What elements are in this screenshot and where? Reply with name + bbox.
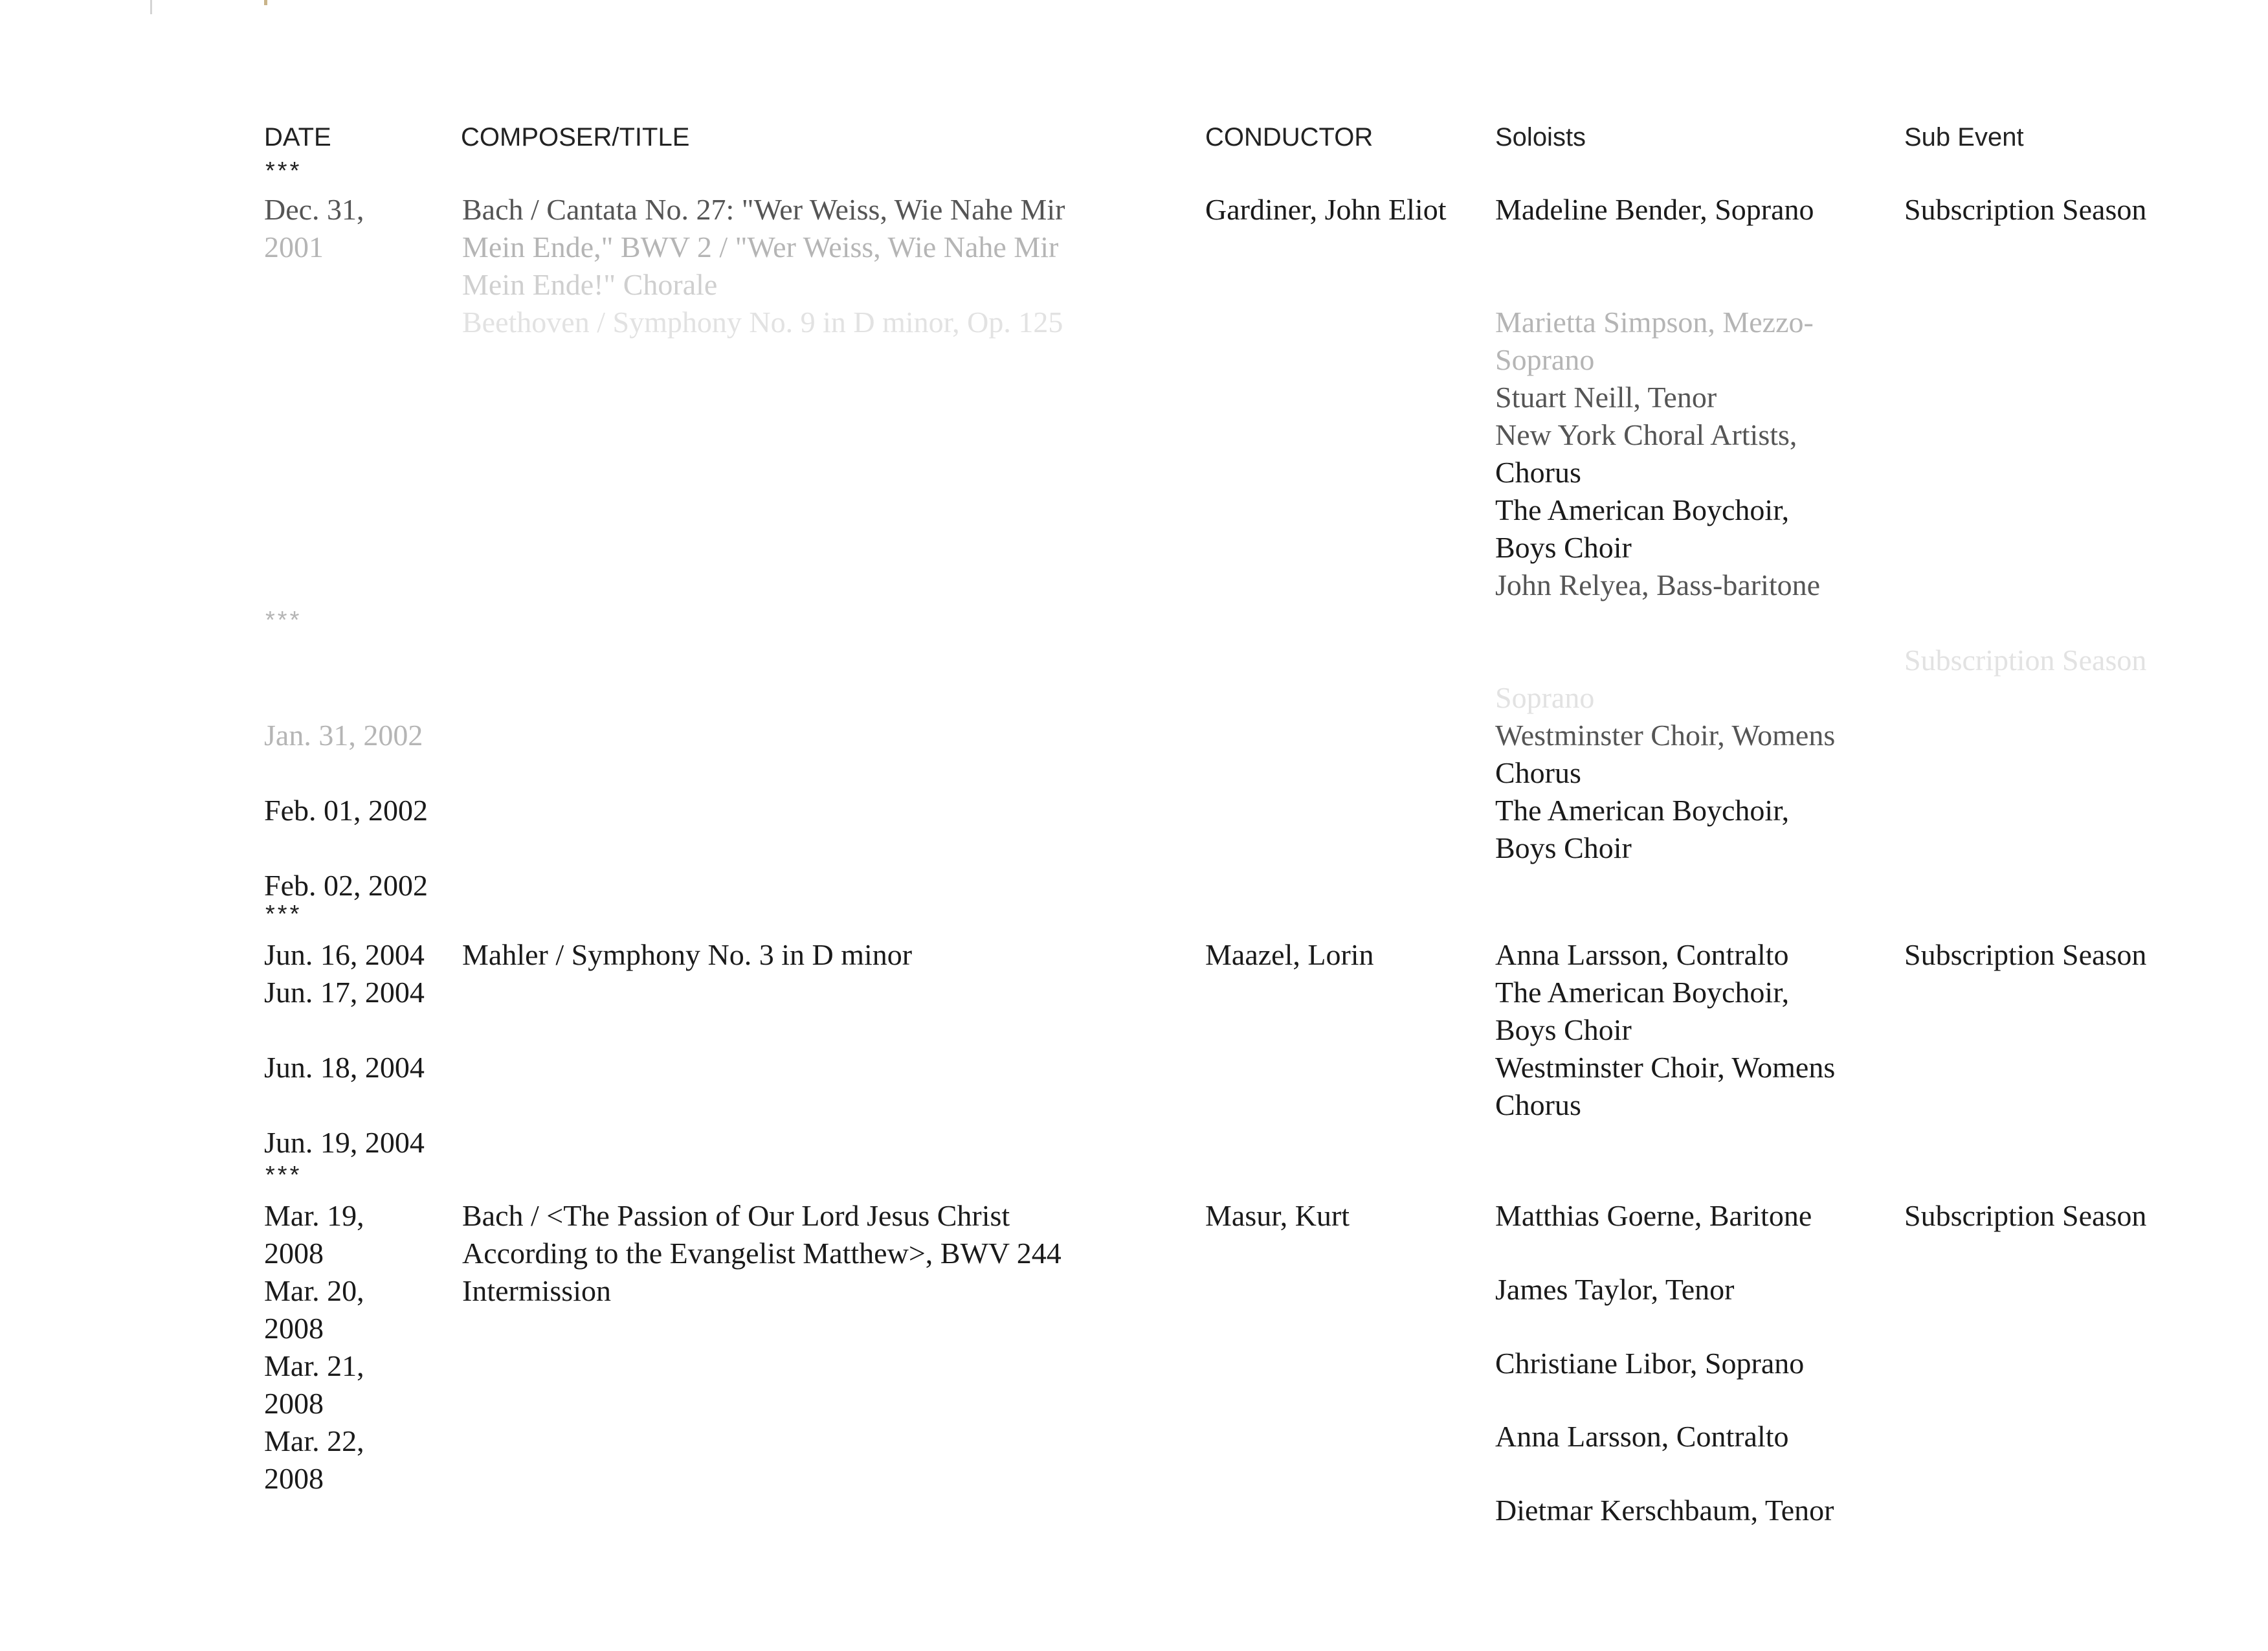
soloist-line: John Relyea, Bass-baritone [1495,568,1821,601]
soloist-line: James Taylor, Tenor [1495,1273,1735,1306]
soloist-line: Madeline Bender, Soprano [1495,193,1814,226]
date-line: 2008 [264,1387,324,1420]
date-line: Jun. 18, 2004 [264,1051,425,1084]
conductor: Gardiner, John Eliot [1205,193,1447,226]
soloist-line: The American Boychoir, [1495,976,1790,1009]
work-line: Bach / <The Passion of Our Lord Jesus Christ [462,1199,1010,1232]
soloist-line: Soprano [1495,681,1595,714]
separator: *** [265,157,302,185]
work-line: According to the Evangelist Matthew>, BWV 244 [462,1237,1062,1270]
scan-mark [150,0,152,14]
soloist-line: Stuart Neill, Tenor [1495,381,1717,414]
work-line: Intermission [462,1274,611,1307]
work-line: Bach / Cantata No. 27: "Wer Weiss, Wie Nahe Mir [462,193,1065,226]
sub-event: Subscription Season [1904,644,2147,677]
work-line: Mein Ende!" Chorale [462,268,718,301]
soloist-line: Boys Choir [1495,1013,1632,1046]
header-sub-event: Sub Event [1904,123,2024,152]
soloist-line: Dietmar Kerschbaum, Tenor [1495,1494,1834,1527]
date-line: Mar. 22, [264,1424,364,1457]
sub-event: Subscription Season [1904,938,2147,971]
date-line: Jan. 31, 2002 [264,719,423,752]
sub-event: Subscription Season [1904,193,2147,226]
sub-event: Subscription Season [1904,1199,2147,1232]
soloist-line: Anna Larsson, Contralto [1495,938,1789,971]
soloist-line: Anna Larsson, Contralto [1495,1420,1789,1453]
soloist-line: Marietta Simpson, Mezzo- [1495,306,1814,339]
soloist-line: Boys Choir [1495,831,1632,864]
date-line: 2008 [264,1312,324,1345]
soloist-line: Christiane Libor, Soprano [1495,1347,1805,1380]
soloist-line: Westminster Choir, Womens [1495,1051,1836,1084]
header-composer-title: COMPOSER/TITLE [461,123,690,152]
soloist-line: The American Boychoir, [1495,493,1790,526]
soloist-line: Boys Choir [1495,531,1632,564]
date-line: Jun. 16, 2004 [264,938,425,971]
work-line: Mein Ende," BWV 2 / "Wer Weiss, Wie Nahe Mir [462,230,1059,264]
conductor: Masur, Kurt [1205,1199,1350,1232]
header-conductor: CONDUCTOR [1205,123,1373,152]
separator: *** [265,901,302,928]
soloist-line: Chorus [1495,756,1581,789]
date-line: Dec. 31, [264,193,364,226]
date-line: Jun. 17, 2004 [264,976,425,1009]
soloist-line: The American Boychoir, [1495,794,1790,827]
soloist-line: Matthias Goerne, Baritone [1495,1199,1812,1232]
header-date: DATE [264,123,331,152]
conductor: Maazel, Lorin [1205,938,1374,971]
date-line: 2008 [264,1237,324,1270]
header-soloists: Soloists [1495,123,1586,152]
work-line: Beethoven / Symphony No. 9 in D minor, Op. 125 [462,306,1063,339]
date-line: Jun. 19, 2004 [264,1126,425,1159]
soloist-line: Soprano [1495,343,1595,376]
date-line: 2001 [264,230,324,264]
date-line: Feb. 01, 2002 [264,794,428,827]
soloist-line: New York Choral Artists, [1495,418,1797,451]
separator: *** [265,1162,302,1189]
date-line: Mar. 19, [264,1199,364,1232]
separator: *** [265,607,302,634]
work-line: Mahler / Symphony No. 3 in D minor [462,938,913,971]
soloist-line: Chorus [1495,1088,1581,1121]
soloist-line: Chorus [1495,456,1581,489]
date-line: 2008 [264,1462,324,1495]
date-line: Mar. 20, [264,1274,364,1307]
date-line: Feb. 02, 2002 [264,869,428,902]
date-line: Mar. 21, [264,1349,364,1382]
soloist-line: Westminster Choir, Womens [1495,719,1836,752]
scan-mark [264,0,267,5]
